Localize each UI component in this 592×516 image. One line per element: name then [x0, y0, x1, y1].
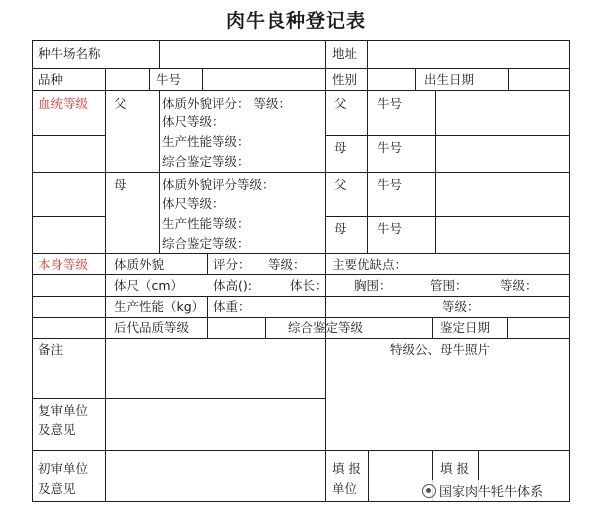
dam-sire-no-label: 牛号 [377, 177, 403, 192]
rule [32, 338, 570, 339]
dam-appearance-label: 体质外貌评分等级： [162, 177, 275, 192]
watermark [418, 480, 547, 501]
filler-label-2: 单位 [332, 481, 358, 496]
form-title: 肉牛良种登记表 [225, 10, 366, 32]
rule [367, 68, 368, 253]
rule [32, 172, 570, 173]
rule [415, 68, 416, 90]
rule [149, 68, 150, 90]
rule [32, 317, 570, 318]
height-label: 体高(): [213, 278, 252, 293]
sire-dam-no-label: 牛号 [377, 140, 403, 155]
production-grade-label: 等级： [442, 299, 480, 314]
rule [207, 317, 208, 338]
main-traits-label: 主要优缺点： [332, 257, 408, 272]
notes-label: 备注 [38, 342, 64, 357]
review-unit-label-2: 及意见 [38, 422, 76, 437]
pedigree-grade-label: 血统等级 [38, 96, 89, 111]
sire-sire-no-label: 牛号 [377, 96, 403, 111]
sire-sire-label: 父 [334, 96, 347, 111]
self-grade-label: 本身等级 [38, 257, 89, 272]
overall-appraisal-label: 综合鉴定等级 [288, 320, 364, 335]
dam-production-label: 生产性能等级： [162, 216, 250, 231]
rule [105, 68, 106, 338]
wechat-logo-icon [422, 484, 436, 498]
rule [32, 274, 570, 275]
rule [507, 317, 508, 338]
first-review-label-2: 及意见 [38, 481, 76, 496]
score-label: 评分： [213, 257, 251, 272]
first-review-label-1: 初审单位 [38, 461, 89, 476]
rule [508, 68, 509, 90]
size-grade-label: 等级： [500, 278, 538, 293]
body-length-label: 体长： [290, 278, 328, 293]
breed-label: 品种 [38, 72, 64, 87]
sire-overall-label: 综合鉴定等级： [162, 154, 250, 169]
progeny-grade-label: 后代品质等级 [114, 320, 190, 335]
sire-appearance-label: 体质外貌评分： 等级： [162, 96, 291, 111]
dam-overall-label: 综合鉴定等级： [162, 236, 250, 251]
rule [32, 450, 570, 451]
rule [265, 317, 266, 338]
father-label: 父 [114, 96, 127, 111]
cannon-label: 管围： [430, 278, 468, 293]
rule [325, 338, 326, 502]
review-unit-label-1: 复审单位 [38, 403, 89, 418]
dam-sire-label: 父 [334, 177, 347, 192]
rule [159, 90, 160, 253]
photo-label: 特级公、母牛照片 [390, 342, 491, 357]
mother-label: 母 [114, 177, 127, 192]
rule [367, 40, 368, 68]
cattle-no-label: 牛号 [156, 72, 182, 87]
registration-form [32, 40, 570, 502]
watermark-text: 国家肉牛牦牛体系 [439, 485, 544, 500]
dam-body-size-label: 体尺等级： [162, 196, 225, 211]
rule [325, 135, 570, 136]
dam-dam-label: 母 [334, 221, 347, 236]
address-label: 地址 [332, 46, 358, 61]
rule [32, 40, 570, 41]
filler-label-1: 填 报 [332, 461, 361, 476]
rule [32, 135, 105, 136]
rule [159, 40, 160, 68]
rule [32, 216, 105, 217]
body-size-label: 体尺（cm） [114, 278, 184, 293]
weight-label: 体重： [213, 299, 251, 314]
rule [325, 40, 326, 338]
appraisal-date-label: 鉴定日期 [440, 320, 491, 335]
chest-label: 胸围： [354, 278, 392, 293]
rule [32, 90, 570, 91]
dam-dam-no-label: 牛号 [377, 221, 403, 236]
rule [105, 338, 106, 501]
farm-name-label: 种牛场名称 [38, 46, 101, 61]
rule [207, 296, 208, 317]
sire-body-size-label: 体尺等级： [162, 114, 225, 129]
rule [32, 398, 325, 399]
rule [32, 253, 570, 254]
sire-production-label: 生产性能等级： [162, 134, 250, 149]
production-label: 生产性能（kg） [114, 299, 205, 314]
rule [368, 450, 369, 502]
sire-dam-label: 母 [334, 140, 347, 155]
birth-date-label: 出生日期 [424, 72, 475, 87]
filler2-label: 填 报 [440, 461, 469, 476]
rule [325, 216, 570, 217]
rule [32, 296, 570, 297]
sex-label: 性别 [332, 72, 358, 87]
rule [32, 68, 570, 69]
rule [569, 40, 570, 502]
rule [32, 40, 33, 502]
appearance-label: 体质外貌 [114, 257, 165, 272]
rule [432, 317, 433, 338]
appearance-grade-label: 等级： [268, 257, 306, 272]
rule [32, 501, 570, 502]
rule [435, 90, 436, 253]
rule [202, 68, 203, 90]
rule [207, 253, 208, 274]
